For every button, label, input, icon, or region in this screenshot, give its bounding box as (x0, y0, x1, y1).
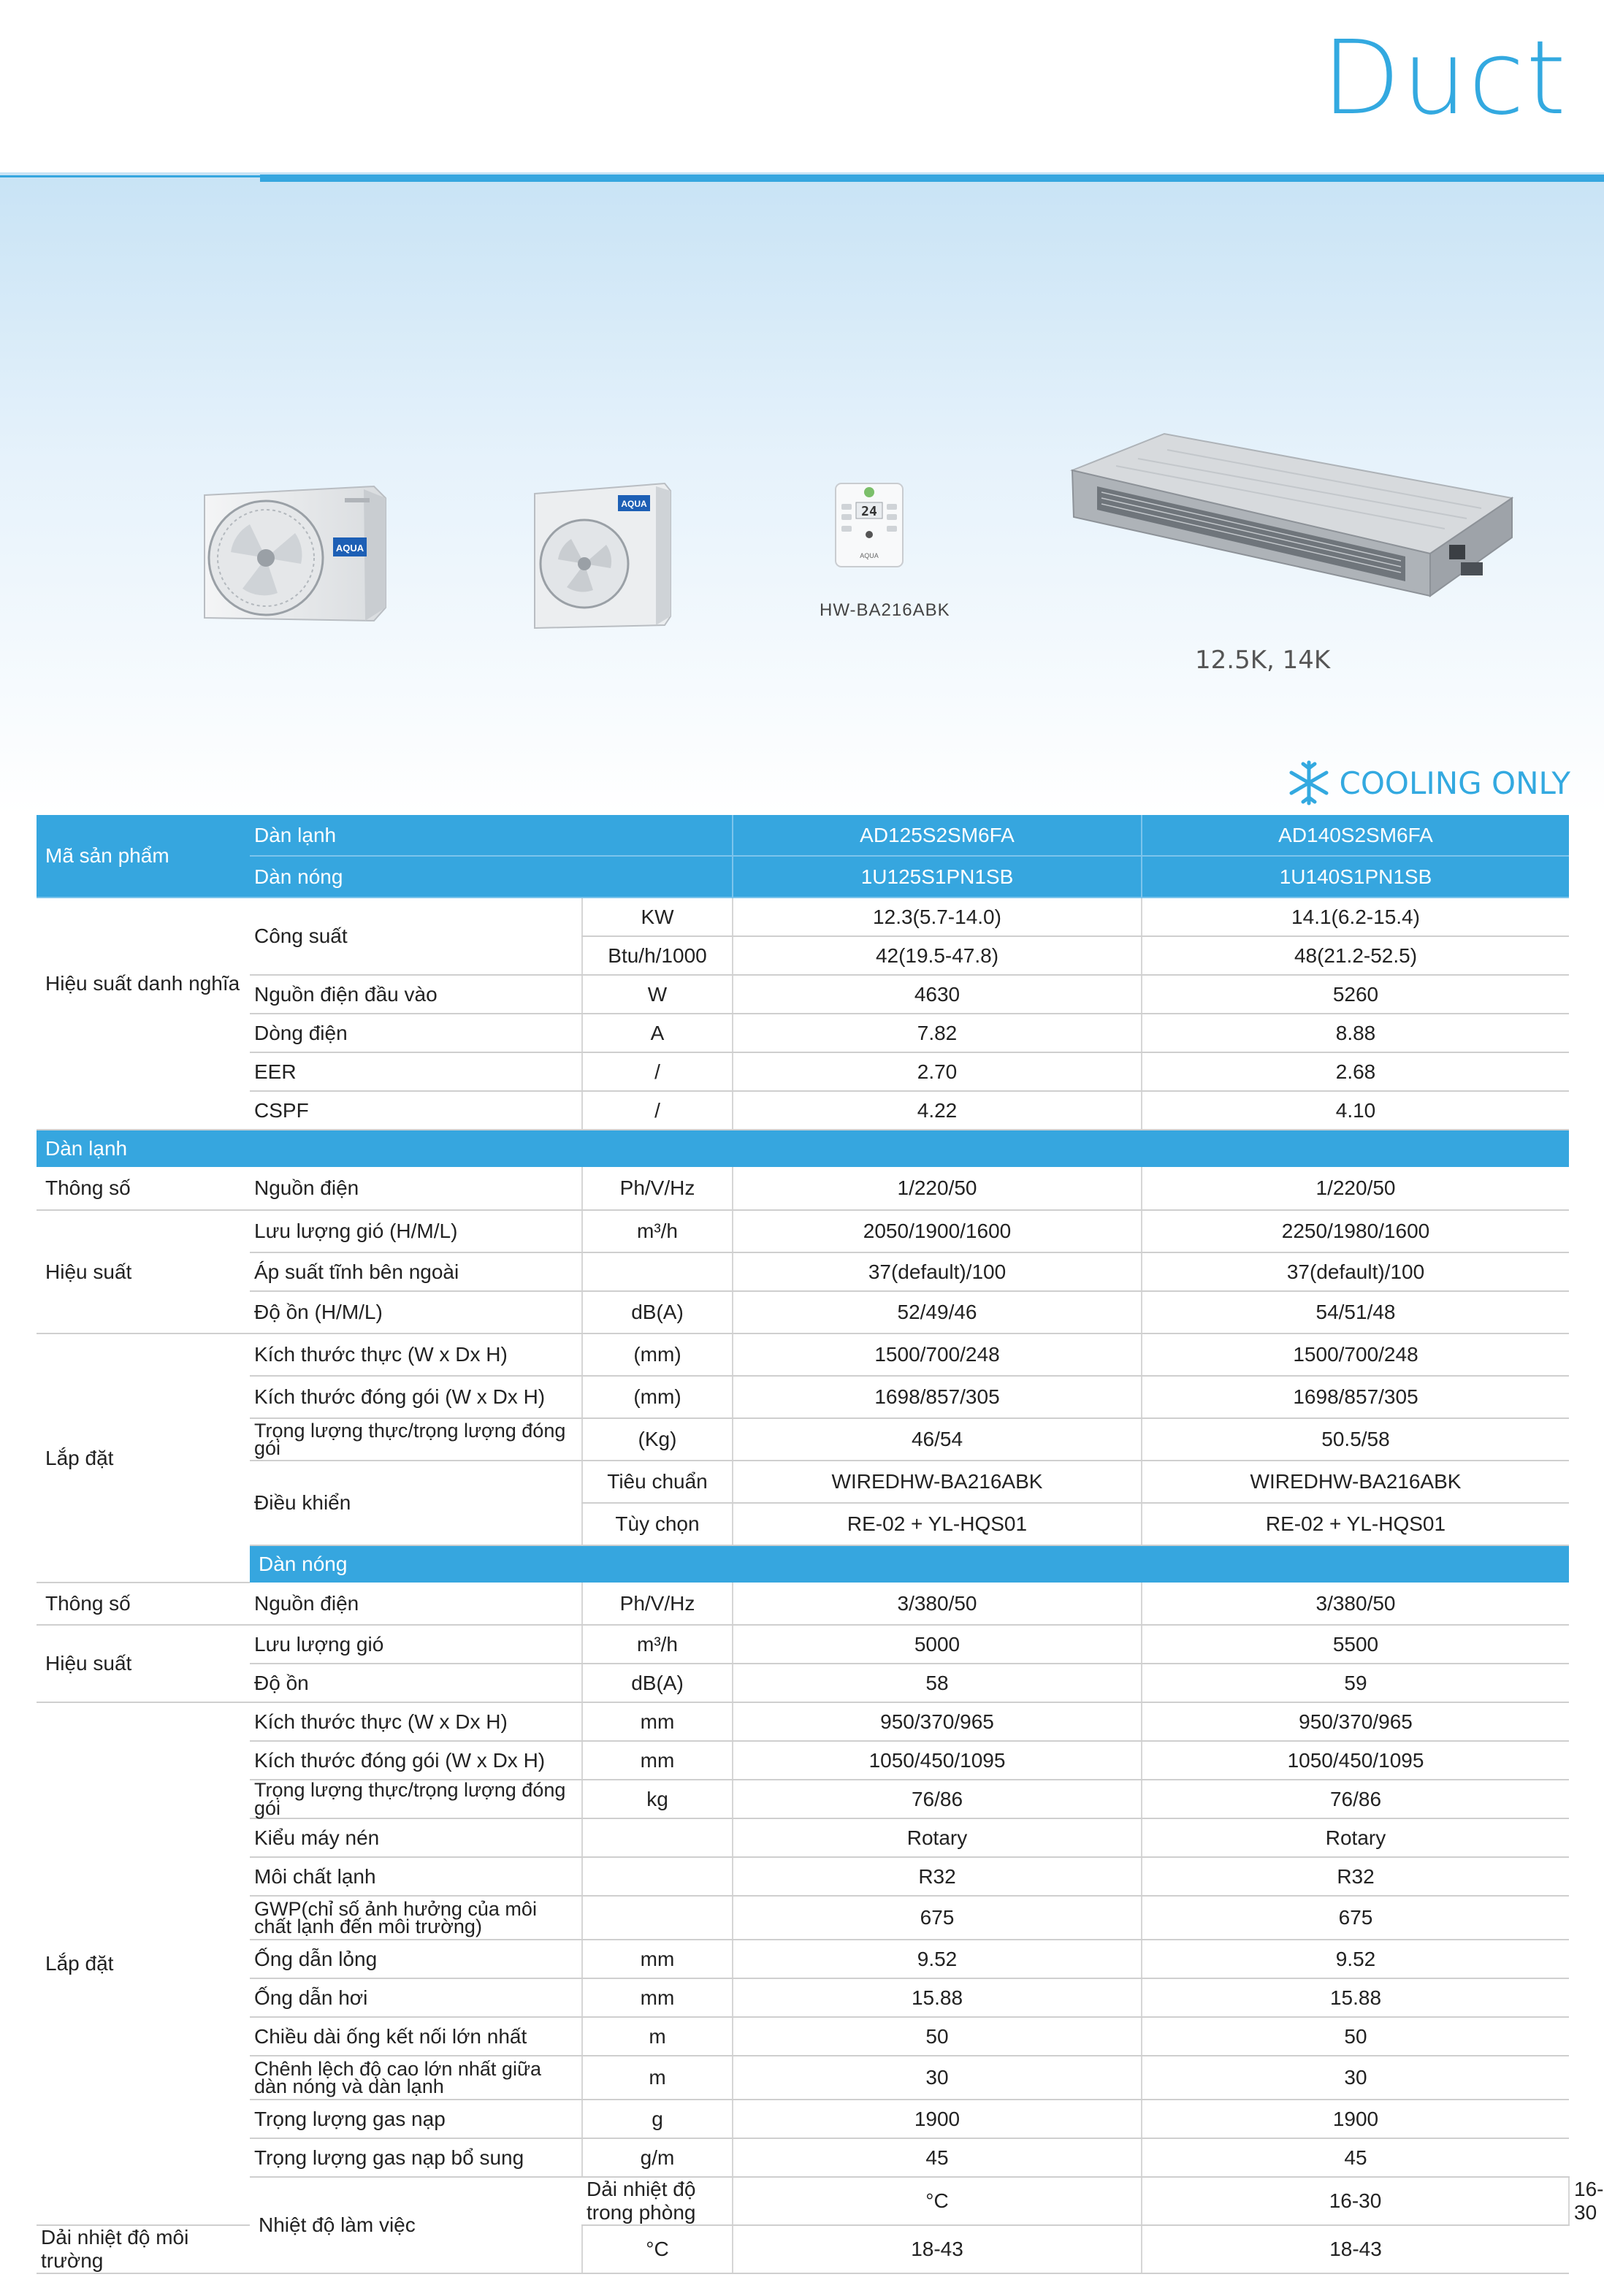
outdoor-band-label: Dàn nóng (250, 1545, 1569, 1583)
value-cell: 30 (733, 2056, 1142, 2100)
param-label: Kích thước thực (W x Dx H) (250, 1702, 582, 1741)
table-row (37, 2138, 1569, 2177)
table-row (37, 898, 1569, 936)
param-label: Ống dẫn hơi (250, 1978, 582, 2017)
value-cell: Rotary (1142, 1818, 1569, 1857)
param-label: Dòng điện (250, 1014, 582, 1052)
value-cell: 950/370/965 (1142, 1702, 1569, 1741)
table-row (37, 1252, 1569, 1291)
param-label: Nguồn điện (250, 1167, 582, 1210)
value-cell: 18-43 (1142, 2225, 1569, 2273)
unit-cell: (mm) (582, 1376, 733, 1418)
table-row (37, 1978, 1569, 2017)
unit-cell: m³/h (582, 1625, 733, 1664)
value-cell: 12.3(5.7-14.0) (733, 898, 1142, 936)
indoor-band-label: Dàn lạnh (37, 1130, 1569, 1167)
param-label: Độ ồn (H/M/L) (250, 1291, 582, 1333)
unit-cell: m (582, 2017, 733, 2056)
value-cell: 37(default)/100 (1142, 1252, 1569, 1291)
table-row (37, 1014, 1569, 1052)
value-cell: 50.5/58 (1142, 1418, 1569, 1461)
unit-cell: kg (582, 1780, 733, 1818)
param-label: Kiểu máy nén (250, 1818, 582, 1857)
model-indoor-label: Dàn lạnh (250, 815, 733, 856)
unit-cell (582, 1818, 733, 1857)
value-cell: 59 (1142, 1664, 1569, 1702)
value-cell: 3/380/50 (1142, 1583, 1569, 1625)
value-cell: 37(default)/100 (733, 1252, 1142, 1291)
unit-cell: m³/h (582, 1210, 733, 1252)
value-cell: 42(19.5-47.8) (733, 936, 1142, 975)
unit-cell: Tiêu chuẩn (582, 1461, 733, 1503)
snowflake-icon (1286, 759, 1332, 806)
table-row (37, 1052, 1569, 1091)
table-row (37, 1896, 1569, 1940)
param-label: Trọng lượng gas nạp (250, 2100, 582, 2138)
unit-cell (582, 1896, 733, 1940)
table-row (37, 1780, 1569, 1818)
model-outdoor-value: 1U125S1PN1SB (733, 856, 1142, 898)
capacity-caption: 12.5K, 14K (1195, 646, 1331, 675)
value-cell: R32 (733, 1857, 1142, 1896)
param-label: Kích thước đóng gói (W x Dx H) (250, 1376, 582, 1418)
section-band-outdoor (37, 1545, 1569, 1583)
value-cell: 52/49/46 (733, 1291, 1142, 1333)
value-cell: 50 (1142, 2017, 1569, 2056)
unit-cell: °C (582, 2225, 733, 2273)
value-cell: 2.70 (733, 1052, 1142, 1091)
value-cell: 58 (733, 1664, 1142, 1702)
table-row (37, 1583, 1569, 1625)
unit-cell: m (582, 2056, 733, 2100)
cooling-only-label: COOLING ONLY (1339, 765, 1570, 801)
param-label: Lưu lượng gió (250, 1625, 582, 1664)
value-cell: R32 (1142, 1857, 1569, 1896)
table-row (37, 1702, 1569, 1741)
table-row (37, 1418, 1569, 1461)
param-label: Nguồn điện đầu vào (250, 975, 582, 1014)
section-label: Thông số (37, 1583, 250, 1625)
value-cell: 1050/450/1095 (1142, 1741, 1569, 1780)
value-cell: 1900 (1142, 2100, 1569, 2138)
param-label: Dải nhiệt độ trong phòng (582, 2177, 733, 2225)
svg-text:AQUA: AQUA (335, 543, 364, 554)
table-row (37, 1376, 1569, 1418)
param-label: Độ ồn (250, 1664, 582, 1702)
value-cell: 1698/857/305 (733, 1376, 1142, 1418)
unit-cell (582, 1252, 733, 1291)
value-cell: 9.52 (1142, 1940, 1569, 1978)
unit-cell: Ph/V/Hz (582, 1583, 733, 1625)
value-cell: 76/86 (1142, 1780, 1569, 1818)
unit-cell: mm (582, 1741, 733, 1780)
value-cell: 5500 (1142, 1625, 1569, 1664)
model-outdoor-label: Dàn nóng (250, 856, 733, 898)
table-row (37, 1333, 1569, 1376)
table-row (37, 2056, 1569, 2100)
table-row (37, 1167, 1569, 1210)
model-indoor-row (37, 815, 1569, 856)
value-cell: 1698/857/305 (1142, 1376, 1569, 1418)
unit-cell: (Kg) (582, 1418, 733, 1461)
value-cell: WIREDHW-BA216ABK (1142, 1461, 1569, 1503)
value-cell: 4.22 (733, 1091, 1142, 1130)
unit-cell: g/m (582, 2138, 733, 2177)
value-cell: 45 (733, 2138, 1142, 2177)
param-label: Dải nhiệt độ môi trường (37, 2225, 250, 2273)
param-label: EER (250, 1052, 582, 1091)
param-label: Trọng lượng thực/trọng lượng đóng gói (250, 1780, 582, 1818)
value-cell: 4630 (733, 975, 1142, 1014)
unit-cell: °C (733, 2177, 1142, 2225)
table-row (37, 1291, 1569, 1333)
table-row (37, 1664, 1569, 1702)
remote-model-caption: HW-BA216ABK (820, 600, 950, 620)
value-cell: 2050/1900/1600 (733, 1210, 1142, 1252)
value-cell: 1500/700/248 (733, 1333, 1142, 1376)
svg-text:24: 24 (861, 504, 877, 519)
table-row (37, 1857, 1569, 1896)
value-cell: 76/86 (733, 1780, 1142, 1818)
section-label: Hiệu suất (37, 1625, 250, 1702)
param-label: Nguồn điện (250, 1583, 582, 1625)
section-label: Lắp đặt (37, 1702, 250, 2225)
table-row (37, 1210, 1569, 1252)
unit-cell: Btu/h/1000 (582, 936, 733, 975)
title-rule-thin (0, 175, 263, 177)
value-cell: WIREDHW-BA216ABK (733, 1461, 1142, 1503)
table-row (37, 1625, 1569, 1664)
model-outdoor-row (37, 856, 1569, 898)
value-cell: 18-43 (733, 2225, 1142, 2273)
param-label: Kích thước thực (W x Dx H) (250, 1333, 582, 1376)
param-label: Trọng lượng gas nạp bổ sung (250, 2138, 582, 2177)
unit-cell: dB(A) (582, 1664, 733, 1702)
value-cell: 14.1(6.2-15.4) (1142, 898, 1569, 936)
value-cell: 9.52 (733, 1940, 1142, 1978)
unit-cell: Ph/V/Hz (582, 1167, 733, 1210)
value-cell: 2.68 (1142, 1052, 1569, 1091)
svg-text:AQUA: AQUA (860, 552, 879, 559)
indoor-duct-unit-image (1058, 431, 1518, 599)
value-cell: 950/370/965 (733, 1702, 1142, 1741)
unit-cell: Tùy chọn (582, 1503, 733, 1545)
value-cell: 675 (1142, 1896, 1569, 1940)
section-band-indoor (37, 1130, 1569, 1167)
value-cell: 7.82 (733, 1014, 1142, 1052)
table-row (37, 975, 1569, 1014)
param-label: Công suất (250, 898, 582, 975)
param-label: Ống dẫn lỏng (250, 1940, 582, 1978)
unit-cell: mm (582, 1978, 733, 2017)
value-cell: 1/220/50 (733, 1167, 1142, 1210)
value-cell: 1/220/50 (1142, 1167, 1569, 1210)
value-cell: 15.88 (733, 1978, 1142, 2017)
unit-cell: mm (582, 1702, 733, 1741)
value-cell: 3/380/50 (733, 1583, 1142, 1625)
nominal-section-label: Hiệu suất danh nghĩa (37, 898, 250, 1130)
param-label: Kích thước đóng gói (W x Dx H) (250, 1741, 582, 1780)
value-cell: 5260 (1142, 975, 1569, 1014)
value-cell: 2250/1980/1600 (1142, 1210, 1569, 1252)
section-label: Hiệu suất (37, 1210, 250, 1333)
value-cell: 1500/700/248 (1142, 1333, 1569, 1376)
unit-cell: g (582, 2100, 733, 2138)
spec-table (37, 815, 1604, 2274)
param-label: Chênh lệch độ cao lớn nhất giữa dàn nóng và dàn lạnh (250, 2056, 582, 2100)
param-label: GWP(chỉ số ảnh hưởng của môi chất lạnh đến môi trường) (250, 1896, 582, 1940)
value-cell: 54/51/48 (1142, 1291, 1569, 1333)
value-cell: 30 (1142, 2056, 1569, 2100)
param-label: Trọng lượng thực/trọng lượng đóng gói (250, 1418, 582, 1461)
param-label: Điều khiển (250, 1461, 582, 1545)
cooling-only-badge (1286, 759, 1571, 806)
table-row (37, 2100, 1569, 2138)
wired-remote-image (834, 482, 904, 568)
table-row: Nhiệt độ làm việc Dải nhiệt độ trong phòng °C 16-30 16-30 (37, 2177, 1569, 2225)
value-cell: 46/54 (733, 1418, 1142, 1461)
table-row (37, 1461, 1569, 1503)
outdoor-unit-small-image (527, 479, 672, 631)
value-cell: 15.88 (1142, 1978, 1569, 2017)
value-cell: 1050/450/1095 (733, 1741, 1142, 1780)
table-row (37, 1940, 1569, 1978)
value-cell: RE-02 + YL-HQS01 (1142, 1503, 1569, 1545)
param-label: Chiều dài ống kết nối lớn nhất (250, 2017, 582, 2056)
table-row (37, 1091, 1569, 1130)
page-title: Duct (1321, 19, 1567, 138)
title-rule-thick (260, 175, 1604, 182)
value-cell: 50 (733, 2017, 1142, 2056)
unit-cell: A (582, 1014, 733, 1052)
model-indoor-value: AD125S2SM6FA (733, 815, 1142, 856)
unit-cell: / (582, 1091, 733, 1130)
unit-cell: KW (582, 898, 733, 936)
value-cell: 5000 (733, 1625, 1142, 1664)
section-label: Thông số (37, 1167, 250, 1210)
unit-cell: mm (582, 1940, 733, 1978)
model-indoor-value: AD140S2SM6FA (1142, 815, 1569, 856)
param-label: CSPF (250, 1091, 582, 1130)
value-cell: 675 (733, 1896, 1142, 1940)
model-outdoor-value: 1U140S1PN1SB (1142, 856, 1569, 898)
outdoor-unit-large-image (199, 482, 387, 625)
unit-cell: / (582, 1052, 733, 1091)
model-section-label: Mã sản phẩm (37, 815, 250, 898)
unit-cell: (mm) (582, 1333, 733, 1376)
value-cell: 48(21.2-52.5) (1142, 936, 1569, 975)
unit-cell: dB(A) (582, 1291, 733, 1333)
param-label: Lưu lượng gió (H/M/L) (250, 1210, 582, 1252)
svg-text:AQUA: AQUA (621, 499, 647, 509)
param-label: Áp suất tĩnh bên ngoài (250, 1252, 582, 1291)
value-cell: 1900 (733, 2100, 1142, 2138)
value-cell: 4.10 (1142, 1091, 1569, 1130)
table-row (37, 2017, 1569, 2056)
table-row (37, 1741, 1569, 1780)
value-cell: 8.88 (1142, 1014, 1569, 1052)
value-cell: RE-02 + YL-HQS01 (733, 1503, 1142, 1545)
section-label: Lắp đặt (37, 1333, 250, 1583)
value-cell: 16-30 (1142, 2177, 1569, 2225)
unit-cell: W (582, 975, 733, 1014)
table-row (37, 1818, 1569, 1857)
section-label: Nhiệt độ làm việc (250, 2177, 582, 2273)
param-label: Môi chất lạnh (250, 1857, 582, 1896)
value-cell: 45 (1142, 2138, 1569, 2177)
value-cell: Rotary (733, 1818, 1142, 1857)
unit-cell (582, 1857, 733, 1896)
